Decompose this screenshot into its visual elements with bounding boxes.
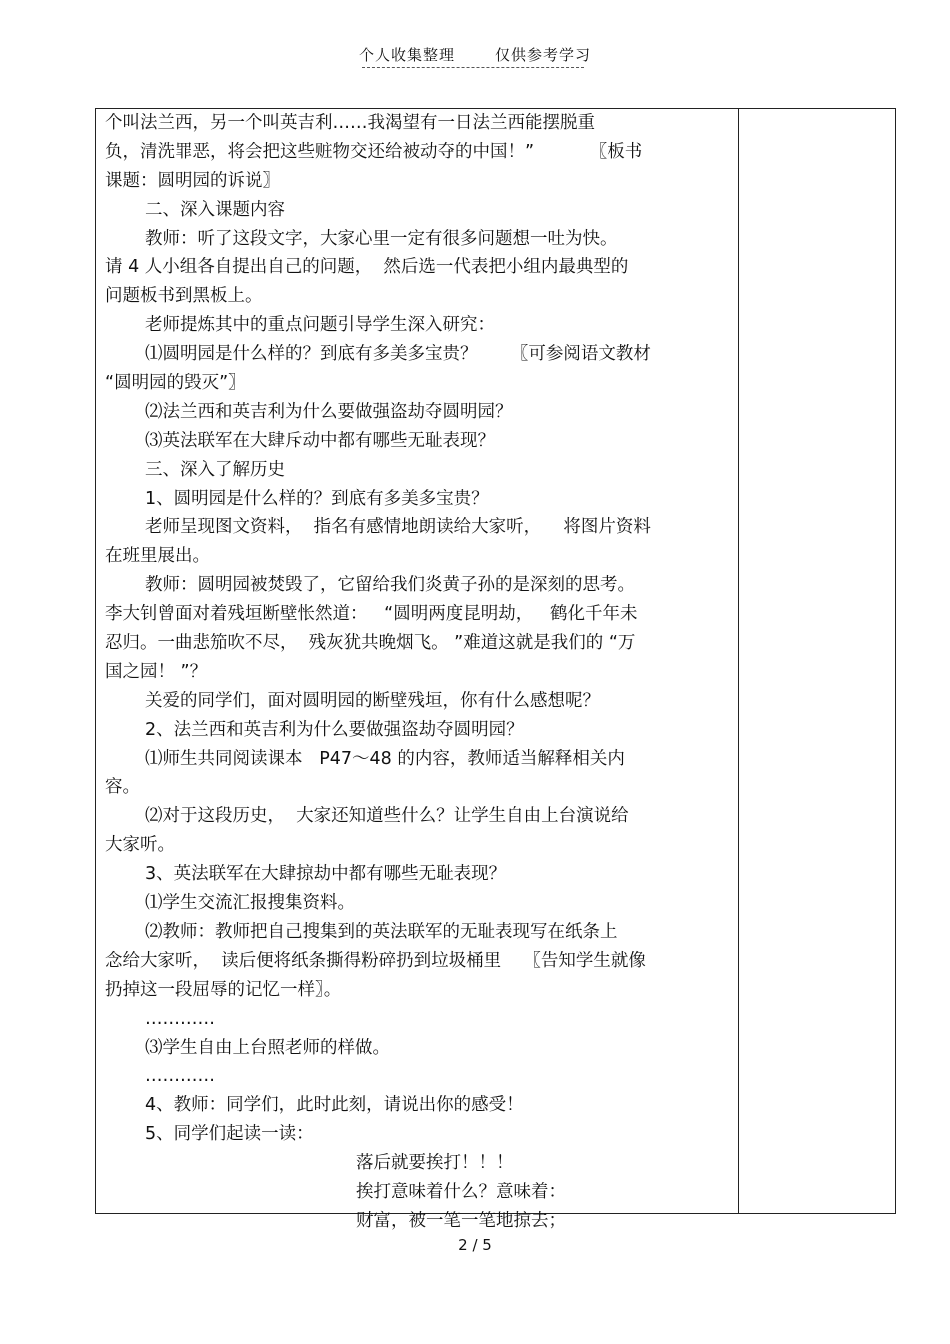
text-line: ⑵对于这段历史， 大家还知道些什么？让学生自由上台演说给: [145, 806, 629, 827]
header-rule: [362, 67, 584, 68]
text-line: 1、圆明园是什么样的？到底有多美多宝贵？: [145, 488, 489, 509]
section-heading: 三、深入了解历史: [145, 459, 285, 480]
text-line: 在班里展出。: [105, 546, 210, 567]
text-line: 4、教师：同学们，此时此刻，请说出你的感受！: [145, 1095, 524, 1116]
text-line: 大家听。: [105, 835, 175, 856]
column-divider: [738, 109, 739, 1213]
text-line: 教师：圆明园被焚毁了，它留给我们炎黄子孙的是深刻的思考。: [145, 575, 635, 596]
ellipsis-line: …………: [145, 1066, 215, 1087]
text-line: 2、法兰西和英吉利为什么要做强盗劫夺圆明园？: [145, 719, 524, 740]
text-line: 关爱的同学们，面对圆明园的断壁残垣，你有什么感想呢？: [145, 690, 600, 711]
text-line: 负，清洗罪恶，将会把这些赃物交还给被动夺的中国！” 〖板书: [105, 141, 643, 162]
text-line: 问题板书到黑板上。: [105, 286, 263, 307]
text-line: 李大钊曾面对着残垣断壁怅然道： “圆明两度昆明劫， 鹤化千年未: [105, 604, 638, 625]
text-line: 3、英法联军在大肆掠劫中都有哪些无耻表现？: [145, 864, 507, 885]
lesson-table: [95, 108, 896, 1231]
text-line: 老师提炼其中的重点问题引导学生深入研究：: [145, 315, 495, 336]
header-left-text: 个人收集整理: [358, 46, 455, 64]
text-line: 教师：听了这段文字，大家心里一定有很多问题想一吐为快。: [145, 228, 618, 249]
text-line: 5、同学们起读一读：: [145, 1124, 314, 1145]
poem-line: 财富，被一笔一笔地掠去；: [356, 1210, 566, 1231]
page-number: 2 / 5: [458, 1236, 492, 1254]
text-line: ⑶学生自由上台照老师的样做。: [145, 1037, 390, 1058]
text-line: ⑵法兰西和英吉利为什么要做强盗劫夺圆明园？: [145, 401, 513, 422]
text-line: 容。: [105, 777, 140, 798]
text-line: ⑴师生共同阅读课本 P47～48 的内容，教师适当解释相关内: [145, 748, 625, 769]
text-line: 念给大家听， 读后便将纸条撕得粉碎扔到垃圾桶里 〖告知学生就像: [105, 950, 646, 971]
text-line: 扔掉这一段屈辱的记忆一样〗。: [105, 979, 342, 1000]
text-line: ⑴圆明园是什么样的？到底有多美多宝贵？ 〖可参阅语文教材: [145, 344, 651, 365]
poem-line: 挨打意味着什么？意味着：: [356, 1181, 566, 1202]
header-right-text: 仅供参考学习: [495, 46, 592, 64]
section-heading: 二、深入课题内容: [145, 199, 285, 220]
text-line: “圆明园的毁灭”〗: [105, 373, 246, 394]
text-line: ⑶英法联军在大肆斥动中都有哪些无耻表现？: [145, 430, 495, 451]
lesson-content-cell: [105, 109, 731, 1236]
poem-line: 落后就要挨打！！！: [356, 1153, 514, 1174]
text-line: 个叫法兰西，另一个叫英吉利……我渴望有一日法兰西能摆脱重: [105, 113, 595, 133]
text-line: 老师呈现图文资料， 指名有感情地朗读给大家听， 将图片资料: [145, 517, 651, 538]
text-line: 忍归。一曲悲笳吹不尽， 残灰犹共晚烟飞。 ”难道这就是我们的 “万: [105, 633, 636, 654]
text-line: ⑴学生交流汇报搜集资料。: [145, 893, 355, 914]
ellipsis-line: …………: [145, 1008, 215, 1029]
text-line: 请 4 人小组各自提出自己的问题， 然后选一代表把小组内最典型的: [105, 257, 629, 278]
text-line: 国之园！ ”？: [105, 661, 208, 682]
text-line: ⑵教师：教师把自己搜集到的英法联军的无耻表现写在纸条上: [145, 921, 618, 942]
page-header: [0, 44, 950, 65]
text-line: 课题：圆明园的诉说〗: [105, 170, 280, 191]
